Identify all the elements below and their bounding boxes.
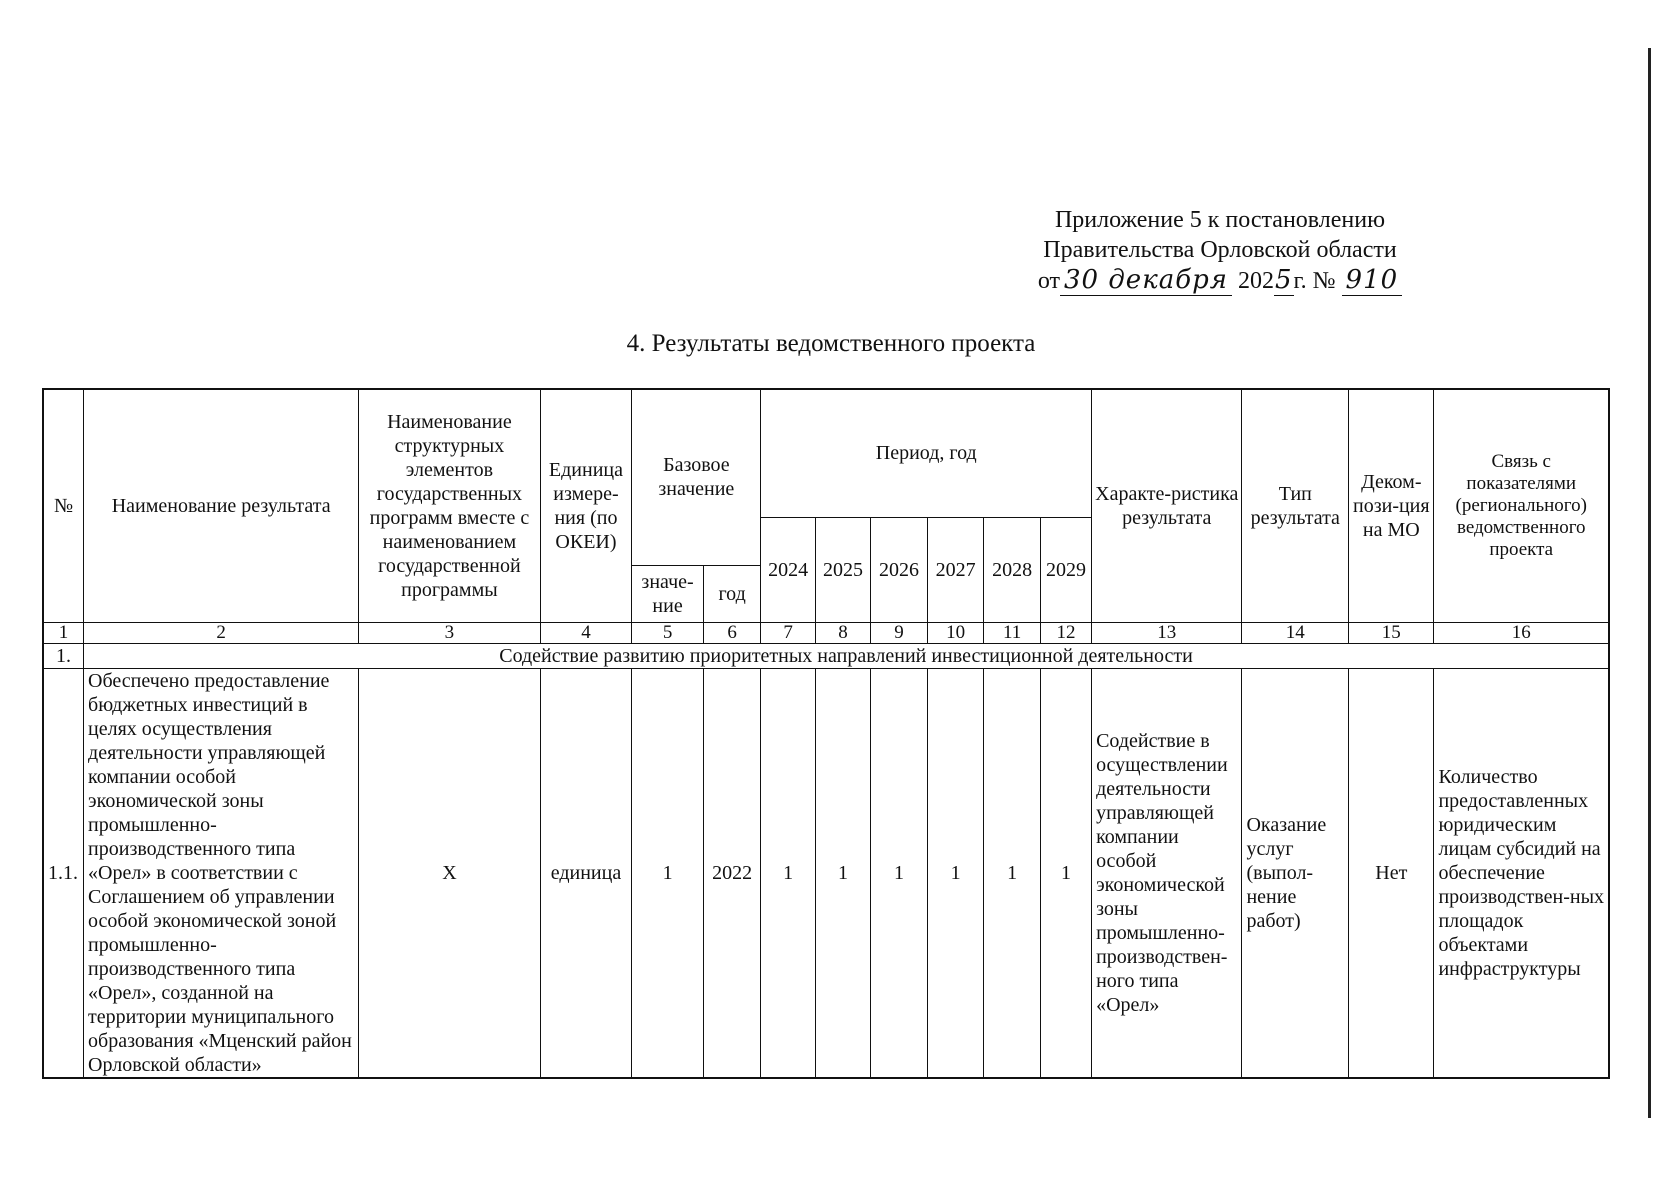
row-value-2024: 1 — [761, 668, 815, 1078]
page-title: 4. Результаты ведомственного проекта — [626, 330, 1036, 357]
header-period: Период, год — [761, 389, 1092, 517]
row-value-2029: 1 — [1040, 668, 1091, 1078]
header-year-2026: 2026 — [871, 517, 928, 622]
header-result-name: Наименование результата — [84, 389, 359, 622]
row-decomposition: Нет — [1349, 668, 1434, 1078]
column-number: 16 — [1434, 622, 1609, 643]
column-number: 6 — [703, 622, 761, 643]
row-type: Оказание услуг (выпол-нение работ) — [1242, 668, 1349, 1078]
year-prefix: 202 — [1237, 268, 1274, 294]
column-number: 9 — [871, 622, 928, 643]
header-link: Связь с показателями (регионального) ведомственного проекта — [1434, 389, 1609, 622]
column-number: 12 — [1040, 622, 1091, 643]
header-base-year: год — [703, 565, 761, 622]
row-num: 1.1. — [43, 668, 84, 1078]
row-value-2025: 1 — [815, 668, 870, 1078]
row-value-2028: 1 — [984, 668, 1041, 1078]
row-base-year: 2022 — [703, 668, 761, 1078]
header-base: Базовое значение — [632, 389, 761, 565]
handwritten-date: 30 декабря — [1060, 265, 1232, 296]
section-row — [43, 643, 1609, 668]
column-number: 8 — [815, 622, 870, 643]
column-number: 1 — [43, 622, 84, 643]
header-unit: Единица измере-ния (по ОКЕИ) — [540, 389, 632, 622]
row-value-2027: 1 — [927, 668, 984, 1078]
handwritten-year-digit: 5 — [1274, 265, 1293, 295]
number-label: г. № — [1293, 268, 1336, 294]
handwritten-number: 910 — [1342, 265, 1403, 296]
column-number: 4 — [540, 622, 632, 643]
row-base-value: 1 — [632, 668, 703, 1078]
row-unit: единица — [540, 668, 632, 1078]
column-number: 3 — [359, 622, 540, 643]
appendix-header — [1000, 205, 1440, 296]
column-number: 2 — [84, 622, 359, 643]
appendix-line-1: Приложение 5 к постановлению — [1054, 207, 1386, 233]
row-link: Количество предоставленных юридическим лицам субсидий на обеспечение производствен-ных площадок объектами инфраструктуры — [1434, 668, 1609, 1078]
header-structural: Наименование структурных элементов государственных программ вместе с наименованием государственной программы — [359, 389, 540, 622]
header-year-2024: 2024 — [761, 517, 815, 622]
column-number: 14 — [1242, 622, 1349, 643]
header-decomposition: Деком-пози-ция на МО — [1349, 389, 1434, 622]
column-number: 10 — [927, 622, 984, 643]
column-number: 13 — [1092, 622, 1242, 643]
header-year-2027: 2027 — [927, 517, 984, 622]
appendix-line-3 — [1000, 265, 1440, 296]
header-base-value: значе-ние — [632, 565, 703, 622]
row-characteristic: Содействие в осуществлении деятельности управляющей компании особой экономической зоны промышленно-производствен-ного типа «Орел» — [1092, 668, 1242, 1078]
section-name: Содействие развитию приоритетных направлений инвестиционной деятельности — [84, 643, 1609, 668]
table-row — [43, 668, 1609, 1078]
column-number: 11 — [984, 622, 1041, 643]
header-year-2025: 2025 — [815, 517, 870, 622]
row-value-2026: 1 — [871, 668, 928, 1078]
row-structural: Х — [359, 668, 540, 1078]
header-year-2028: 2028 — [984, 517, 1041, 622]
header-num: № — [43, 389, 84, 622]
section-num: 1. — [43, 643, 84, 668]
page-edge-line — [1648, 48, 1651, 1118]
appendix-line-2: Правительства Орловской области — [1043, 237, 1397, 263]
from-label: от — [1037, 268, 1060, 294]
column-number: 5 — [632, 622, 703, 643]
column-number: 15 — [1349, 622, 1434, 643]
column-number: 7 — [761, 622, 815, 643]
header-row-1 — [43, 389, 1609, 517]
header-characteristic: Характе-ристика результата — [1092, 389, 1242, 622]
header-year-2029: 2029 — [1040, 517, 1091, 622]
row-result-name: Обеспечено предоставление бюджетных инвестиций в целях осуществления деятельности управляющей компании особой экономической зоны промышленно-производственного типа «Орел» в соответствии с Соглашением об управлении особой экономической зоной промышленно-производственного типа «Орел», созданной на территории муниципального образования «Мценский район Орловской области» — [84, 668, 359, 1078]
results-table — [42, 388, 1610, 1079]
column-number-row — [43, 622, 1609, 643]
header-type: Тип результата — [1242, 389, 1349, 622]
